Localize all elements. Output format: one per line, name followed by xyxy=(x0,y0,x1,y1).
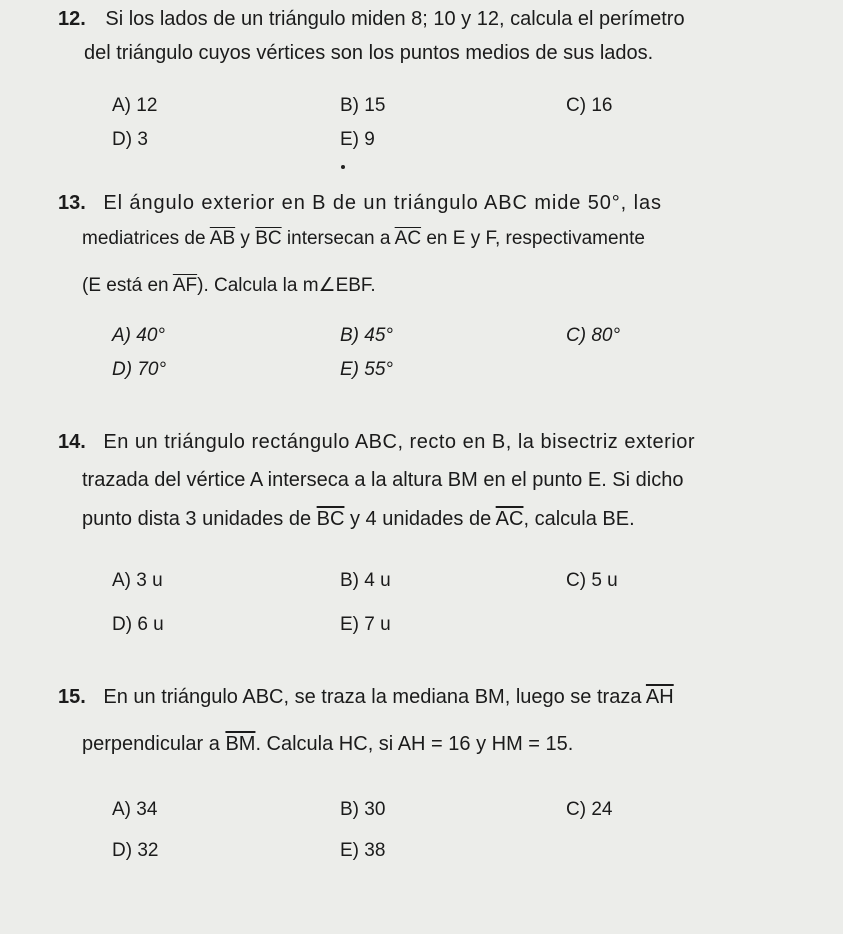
segment-bc: $\overline{BC}$ xyxy=(316,508,345,530)
stem-text: ). Calcula la m∠EBF. xyxy=(197,275,376,296)
stem-text: (E está en xyxy=(82,275,173,296)
segment-ac: $\overline{AC}$ xyxy=(495,508,524,530)
problem-13-line-1 xyxy=(58,192,662,215)
option-e[interactable]: E) 55° xyxy=(340,359,394,380)
option-a[interactable]: A) 40° xyxy=(112,325,166,346)
option-b[interactable]: B) 4 u xyxy=(340,570,391,591)
problem-number: 13. xyxy=(58,192,86,214)
option-c[interactable]: C) 24 xyxy=(566,799,613,820)
option-b[interactable]: B) 15 xyxy=(340,95,386,116)
stem-text: perpendicular a xyxy=(82,733,226,755)
problem-number: 12. xyxy=(58,8,86,30)
option-c[interactable]: C) 80° xyxy=(566,325,621,346)
option-a[interactable]: A) 3 u xyxy=(112,570,163,591)
option-b[interactable]: B) 30 xyxy=(340,799,386,820)
problem-12-line-1 xyxy=(58,8,685,31)
stem-text: y xyxy=(235,228,256,249)
option-d[interactable]: D) 70° xyxy=(112,359,167,380)
option-e[interactable]: E) 38 xyxy=(340,840,386,861)
stem-text: punto dista 3 unidades de xyxy=(82,508,317,530)
stem-text: . Calcula HC, si AH = 16 y HM = 15. xyxy=(255,733,574,755)
option-c[interactable]: C) 5 u xyxy=(566,570,618,591)
problem-14-line-3 xyxy=(82,508,635,531)
stem-text: En un triángulo rectángulo ABC, recto en B, la bisectriz exterior xyxy=(103,431,696,453)
option-d[interactable]: D) 32 xyxy=(112,840,159,861)
problem-14-line-2: trazada del vértice A interseca a la altura BM en el punto E. Si dicho xyxy=(82,469,684,491)
option-e[interactable]: E) 9 xyxy=(340,129,375,150)
segment-ac: $\overline{AC}$ xyxy=(394,228,422,249)
stem-text: En un triángulo ABC, se traza la mediana BM, luego se traza xyxy=(103,686,646,708)
option-a[interactable]: A) 34 xyxy=(112,799,158,820)
segment-af: $\overline{AF}$ xyxy=(172,275,198,296)
option-b[interactable]: B) 45° xyxy=(340,325,394,346)
stem-text: en E y F, respectivamente xyxy=(421,228,645,249)
stem-text: El ángulo exterior en B de un triángulo ABC mide 50°, las xyxy=(103,192,662,214)
problem-14-line-1 xyxy=(58,431,695,454)
stem-text: intersecan a xyxy=(281,228,395,249)
segment-ah: $\overline{AH}$ xyxy=(645,686,674,708)
stem-text: Si los lados de un triángulo miden 8; 10 y 12, calcula el perímetro xyxy=(105,8,685,30)
option-a[interactable]: A) 12 xyxy=(112,95,158,116)
segment-bc: $\overline{BC}$ xyxy=(255,228,282,249)
problem-number: 14. xyxy=(58,431,86,453)
segment-ab: $\overline{AB}$ xyxy=(209,228,236,249)
problem-12-line-2: del triángulo cuyos vértices son los puntos medios de sus lados. xyxy=(84,42,654,64)
stem-text: , calcula BE. xyxy=(523,508,635,530)
option-d[interactable]: D) 3 xyxy=(112,129,148,150)
segment-bm: $\overline{BM}$ xyxy=(225,733,256,755)
problem-13-line-3 xyxy=(82,274,376,297)
stem-text: mediatrices de xyxy=(82,228,210,249)
option-c[interactable]: C) 16 xyxy=(566,95,613,116)
ink-dot xyxy=(341,165,345,169)
problem-15-line-2 xyxy=(82,733,573,756)
problem-15-line-1 xyxy=(58,686,674,709)
problem-number: 15. xyxy=(58,686,86,708)
option-e[interactable]: E) 7 u xyxy=(340,614,391,635)
stem-text: y 4 unidades de xyxy=(344,508,496,530)
option-d[interactable]: D) 6 u xyxy=(112,614,164,635)
problem-13-line-2 xyxy=(82,228,645,250)
